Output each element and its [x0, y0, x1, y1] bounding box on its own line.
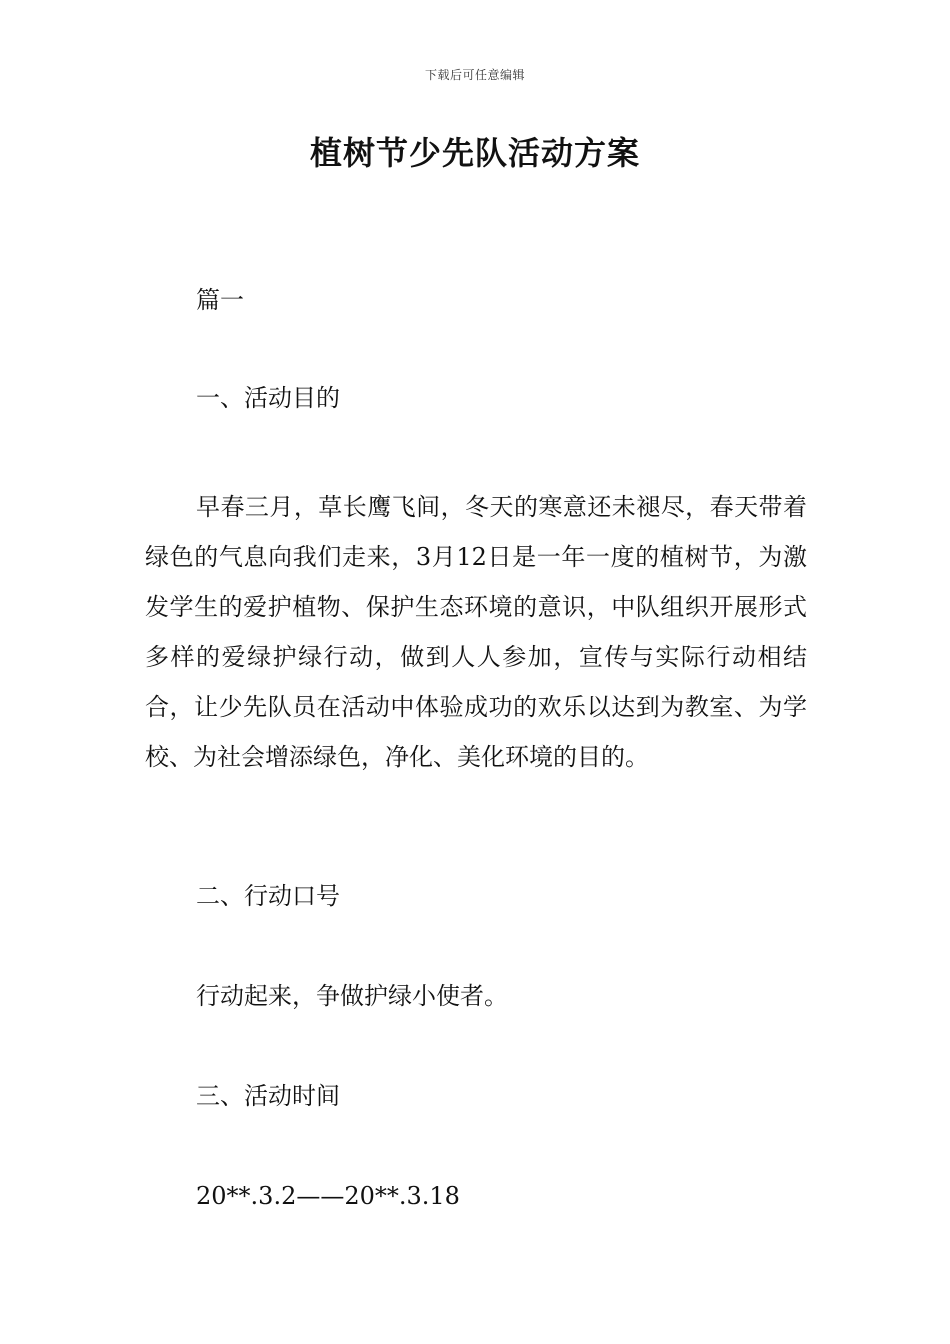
heading-action-slogan: 二、行动口号 — [196, 882, 340, 910]
section-label: 篇一 — [196, 286, 244, 314]
time-range-text: 20**.3.2——20**.3.18 — [196, 1182, 460, 1210]
slogan-text: 行动起来，争做护绿小使者。 — [196, 982, 508, 1010]
heading-activity-time: 三、活动时间 — [196, 1082, 340, 1110]
heading-activity-purpose: 一、活动目的 — [196, 384, 340, 412]
paragraph-activity-purpose: 早春三月，草长鹰飞间，冬天的寒意还未褪尽，春天带着绿色的气息向我们走来，3月12日是一年一度的植树节，为激发学生的爱护植物、保护生态环境的意识，中队组织开展形式多样的爱绿护绿行动，做到人人参加，宣传与实际行动相结合，让少先队员在活动中体验成功的欢乐以达到为教室、为学校、为社会增添绿色，净化、美化环境的目的。 — [145, 493, 807, 771]
header-note: 下载后可任意编辑 — [424, 68, 525, 82]
document-title: 植树节少先队活动方案 — [309, 134, 640, 172]
